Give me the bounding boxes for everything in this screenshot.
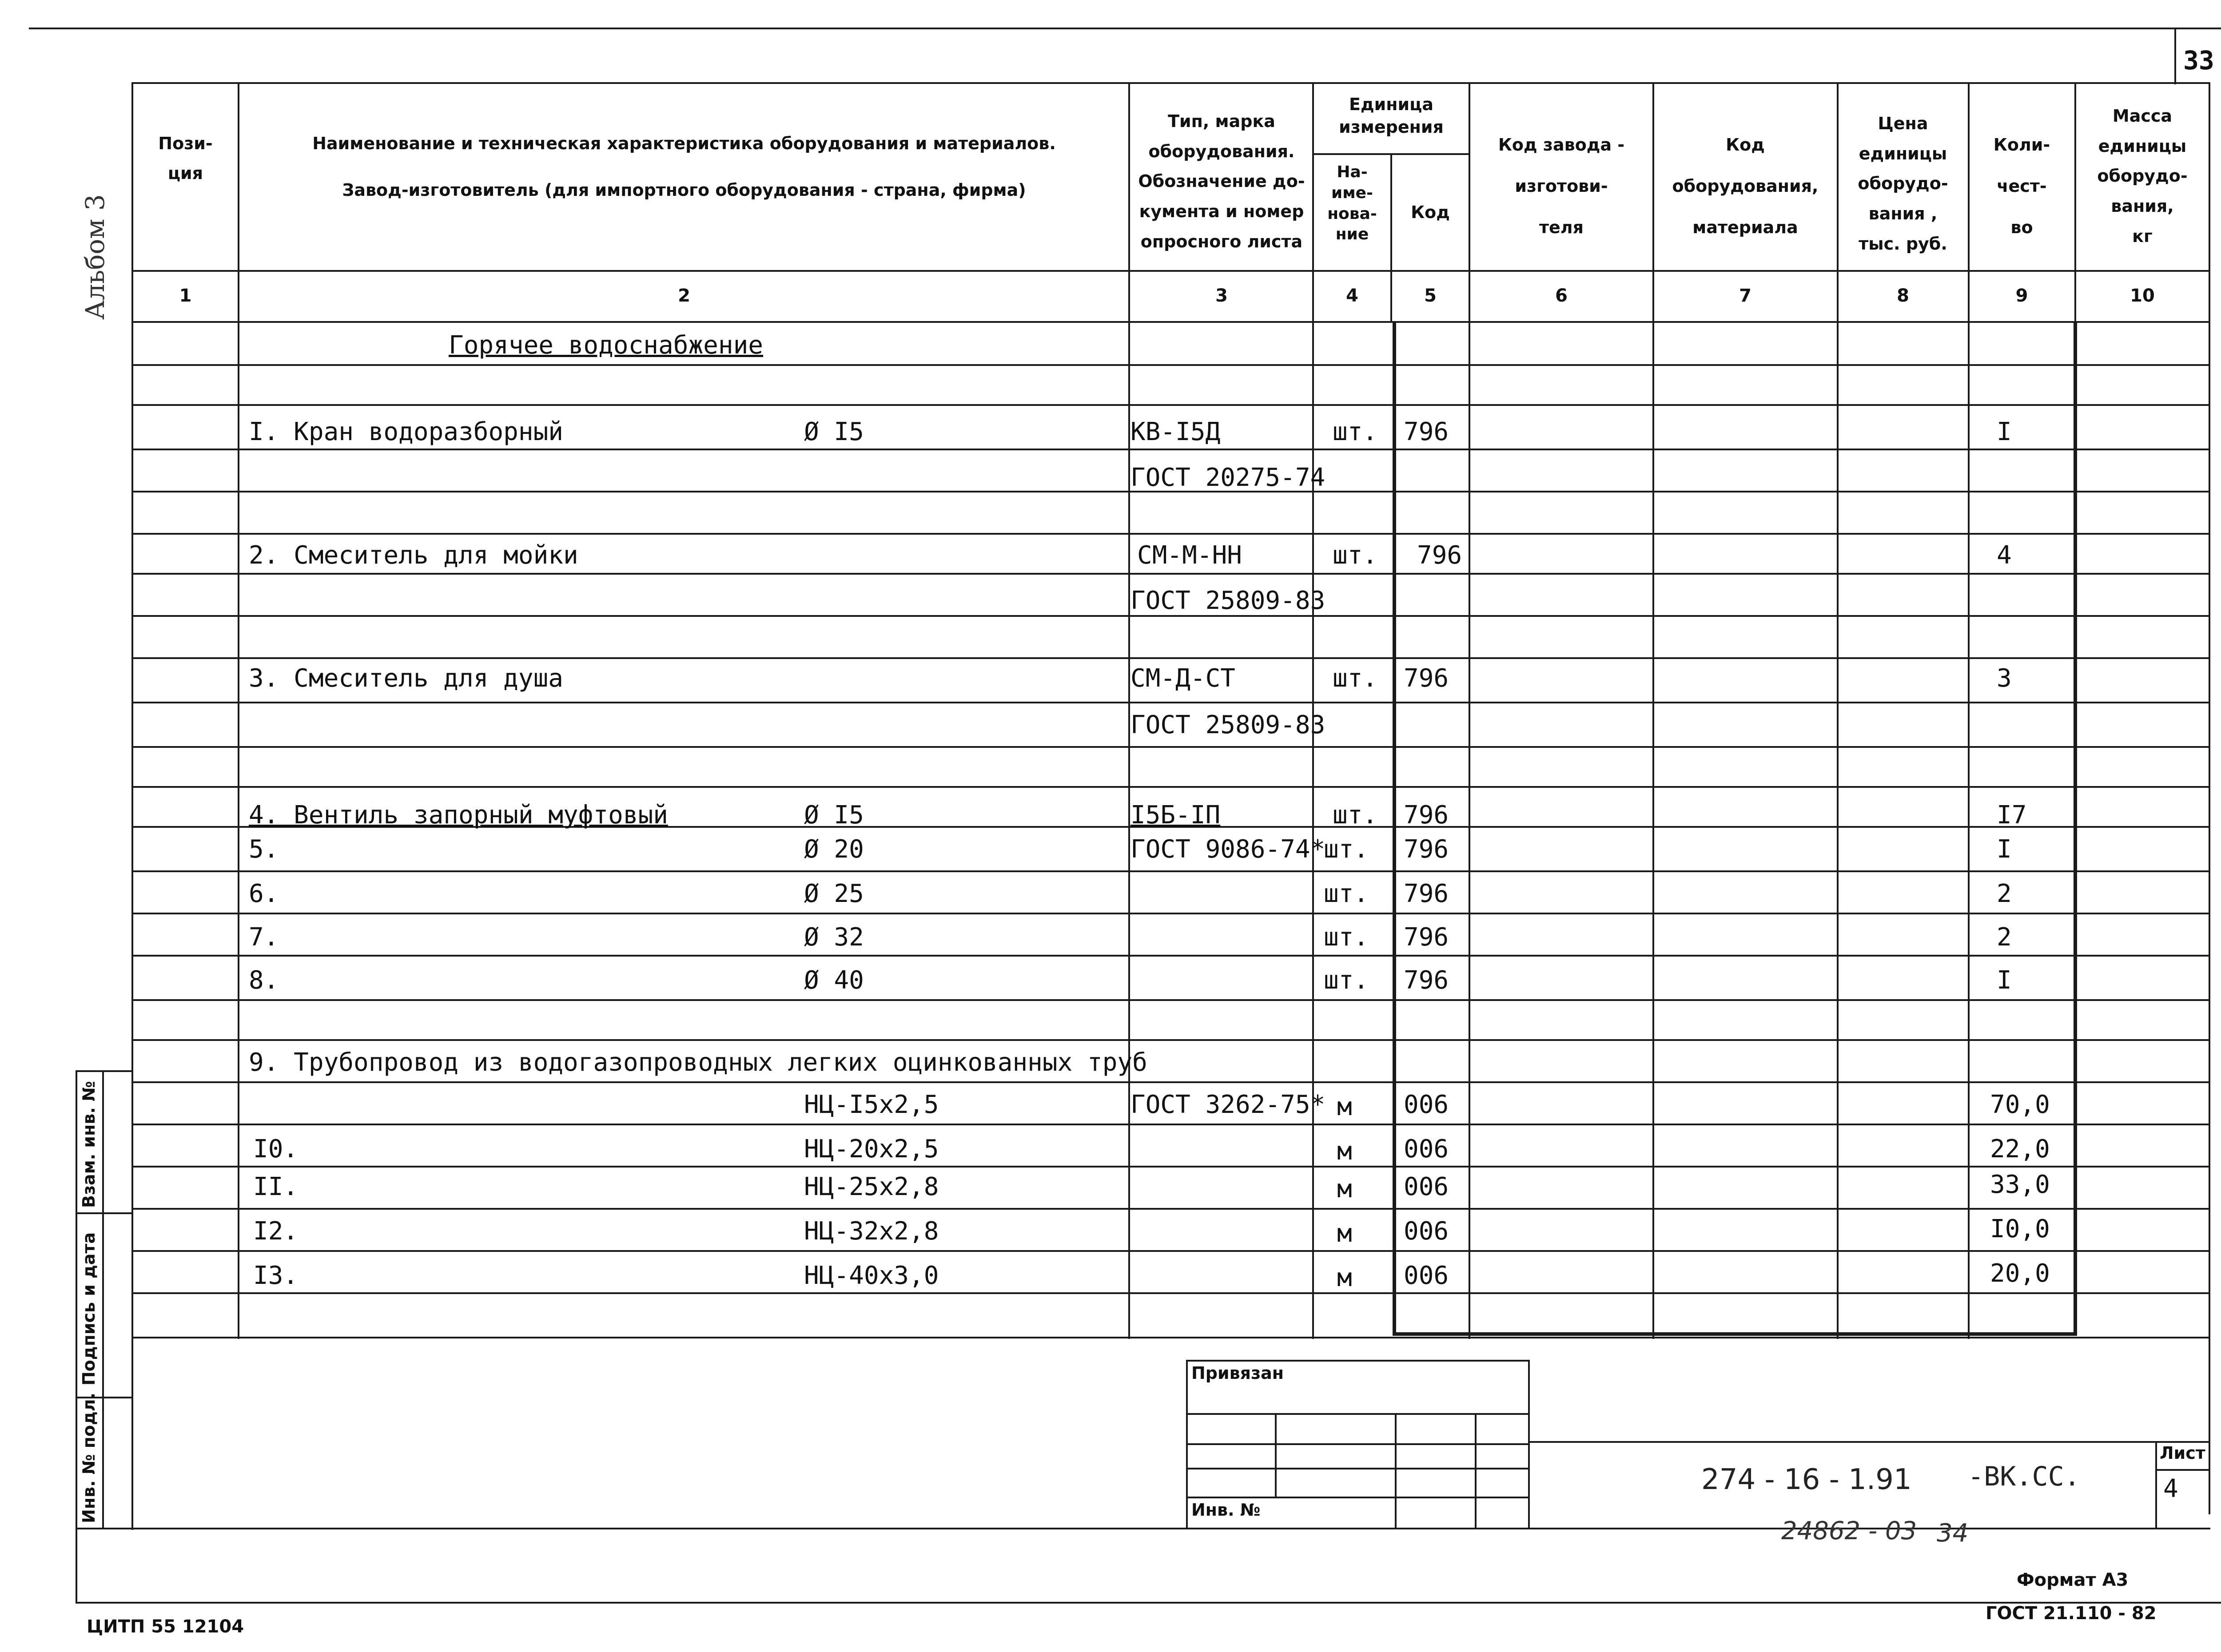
stamp-vzam-inv: Взам. инв. № <box>79 1081 99 1208</box>
item-unit: м <box>1337 1219 1352 1248</box>
item-type: ГОСТ 3262-75* <box>1130 1090 1325 1119</box>
item-quantity: 70,0 <box>1990 1090 2050 1119</box>
column-number: 6 <box>1555 286 1568 306</box>
item-name: I. Кран водоразборный <box>249 417 564 446</box>
item-unit-code: 796 <box>1404 923 1449 952</box>
item-unit: шт. <box>1333 801 1378 830</box>
item-dimension: НЦ-25x2,8 <box>804 1172 939 1201</box>
item-name: 4. Вентиль запорный муфтовый <box>249 801 669 830</box>
item-quantity: 33,0 <box>1990 1170 2050 1199</box>
item-dimension: Ø 40 <box>804 966 864 995</box>
header-name-line2: Завод-изготовитель (для импортного оборудования - страна, фирма) <box>342 180 1026 200</box>
item-quantity: 4 <box>1997 541 2012 570</box>
album-label: Альбом 3 <box>80 194 110 320</box>
item-type: СМ-М-НН <box>1137 541 1242 570</box>
item-type: СМ-Д-СТ <box>1130 664 1236 693</box>
item-quantity: I <box>1997 835 2012 864</box>
privyazan-label: Привязан <box>1191 1363 1284 1383</box>
format-label: Формат А3 <box>2017 1570 2129 1590</box>
stamp-inv-original: Инв. № подл. <box>79 1392 99 1523</box>
header-quantity: Коли- чест- во <box>1993 135 2050 238</box>
item-unit-code: 796 <box>1404 835 1449 864</box>
item-unit-code: 006 <box>1404 1135 1449 1164</box>
item-quantity: I7 <box>1997 801 2027 830</box>
item-unit-code: 796 <box>1404 966 1449 995</box>
item-name: 9. Трубопровод из водогазопроводных легких оцинкованных труб <box>249 1048 1147 1077</box>
item-name: 5. <box>249 835 279 864</box>
item-name: 7. <box>249 923 279 952</box>
section-title: Горячее водоснабжение <box>449 331 764 360</box>
item-dimension: НЦ-40x3,0 <box>804 1261 939 1290</box>
handwritten-sheet-number: 34 <box>1937 1519 1969 1548</box>
item-unit-code: 796 <box>1404 801 1449 830</box>
item-name: 3. Смеситель для душа <box>249 664 564 693</box>
item-unit: м <box>1337 1092 1352 1121</box>
item-unit: шт. <box>1324 923 1369 952</box>
item-name: I0. <box>253 1135 299 1164</box>
sheet-number: 4 <box>2163 1474 2178 1503</box>
item-quantity: I <box>1997 966 2012 995</box>
item-dimension: НЦ-20x2,5 <box>804 1135 939 1164</box>
item-type: КВ-I5Д <box>1130 417 1221 446</box>
item-type: I5Б-IП <box>1130 801 1221 830</box>
column-number: 9 <box>2015 286 2028 306</box>
item-unit-code: 796 <box>1404 879 1449 908</box>
item-unit: шт. <box>1333 541 1378 570</box>
item-name: II. <box>253 1172 299 1201</box>
item-name: I3. <box>253 1261 299 1290</box>
item-unit: шт. <box>1324 835 1369 864</box>
header-unit-group: Единица измерения <box>1339 95 1444 137</box>
item-type: ГОСТ 25809-83 <box>1130 711 1325 739</box>
item-unit: м <box>1337 1263 1352 1292</box>
column-number: 4 <box>1346 286 1358 306</box>
sheet-label: Лист <box>2160 1443 2205 1463</box>
header-position: Пози- ция <box>158 134 213 183</box>
item-type: ГОСТ 9086-74* <box>1130 835 1325 864</box>
page-number: 33 <box>2183 45 2214 75</box>
item-dimension: Ø I5 <box>804 417 864 446</box>
item-dimension: Ø 20 <box>804 835 864 864</box>
column-number: 10 <box>2130 286 2155 306</box>
item-type: ГОСТ 25809-83 <box>1130 586 1325 615</box>
inv-number-label: Инв. № <box>1191 1500 1261 1520</box>
header-unit-code: Код <box>1411 203 1450 222</box>
item-name: I2. <box>253 1217 299 1246</box>
item-dimension: НЦ-32x2,8 <box>804 1217 939 1246</box>
item-name: 6. <box>249 879 279 908</box>
stamp-signature-date: Подпись и дата <box>79 1232 99 1386</box>
header-mass: Масса единицы оборудо- вания, кг <box>2097 106 2188 246</box>
header-name-line1: Наименование и техническая характеристика оборудования и материалов. <box>312 134 1056 153</box>
header-type: Тип, марка оборудования. Обозначение до- кумента и номер опросного листа <box>1138 111 1305 251</box>
item-unit-code: 006 <box>1404 1217 1449 1246</box>
item-name: 8. <box>249 966 279 995</box>
item-unit-code: 006 <box>1404 1172 1449 1201</box>
column-number: 2 <box>678 286 690 306</box>
item-quantity: I0,0 <box>1990 1215 2050 1243</box>
column-number: 5 <box>1424 286 1437 306</box>
header-equipment-code: Код оборудования, материала <box>1672 135 1819 238</box>
item-name: 2. Смеситель для мойки <box>249 541 578 570</box>
item-quantity: 20,0 <box>1990 1259 2050 1288</box>
item-unit: шт. <box>1324 966 1369 995</box>
item-dimension: Ø 32 <box>804 923 864 952</box>
item-unit-code: 796 <box>1404 664 1449 693</box>
printer-mark: ЦИТП 55 12104 <box>87 1616 244 1637</box>
header-plant-code: Код завода - изготови- теля <box>1498 135 1625 238</box>
item-type: ГОСТ 20275-74 <box>1130 463 1325 492</box>
item-quantity: 2 <box>1997 879 2012 908</box>
item-dimension: Ø 25 <box>804 879 864 908</box>
column-number: 3 <box>1215 286 1228 306</box>
item-unit: м <box>1337 1175 1352 1203</box>
item-unit-code: 006 <box>1404 1261 1449 1290</box>
column-number: 8 <box>1897 286 1909 306</box>
item-dimension: НЦ-I5x2,5 <box>804 1090 939 1119</box>
document-designation-suffix: -ВК.СС. <box>1968 1461 2080 1492</box>
item-unit: шт. <box>1333 417 1378 446</box>
column-number: 1 <box>179 286 192 306</box>
item-quantity: 3 <box>1997 664 2012 693</box>
item-unit: шт. <box>1333 664 1378 693</box>
item-unit: м <box>1337 1137 1352 1166</box>
item-quantity: 22,0 <box>1990 1135 2050 1164</box>
item-unit-code: 006 <box>1404 1090 1449 1119</box>
handwritten-archive-number: 24862 - 03 <box>1781 1517 1917 1545</box>
header-unit-name: На- име- нова- ние <box>1327 163 1377 244</box>
item-unit-code: 796 <box>1417 541 1462 570</box>
item-quantity: 2 <box>1997 923 2012 952</box>
item-unit: шт. <box>1324 879 1369 908</box>
column-number: 7 <box>1739 286 1751 306</box>
item-dimension: Ø I5 <box>804 801 864 830</box>
header-unit-price: Цена единицы оборудо- вания , тыс. руб. <box>1858 114 1948 254</box>
item-unit-code: 796 <box>1404 417 1449 446</box>
standard-label: ГОСТ 21.110 - 82 <box>1986 1603 2157 1624</box>
document-designation: 274 - 16 - 1.91 <box>1701 1463 1912 1496</box>
item-quantity: I <box>1997 417 2012 446</box>
